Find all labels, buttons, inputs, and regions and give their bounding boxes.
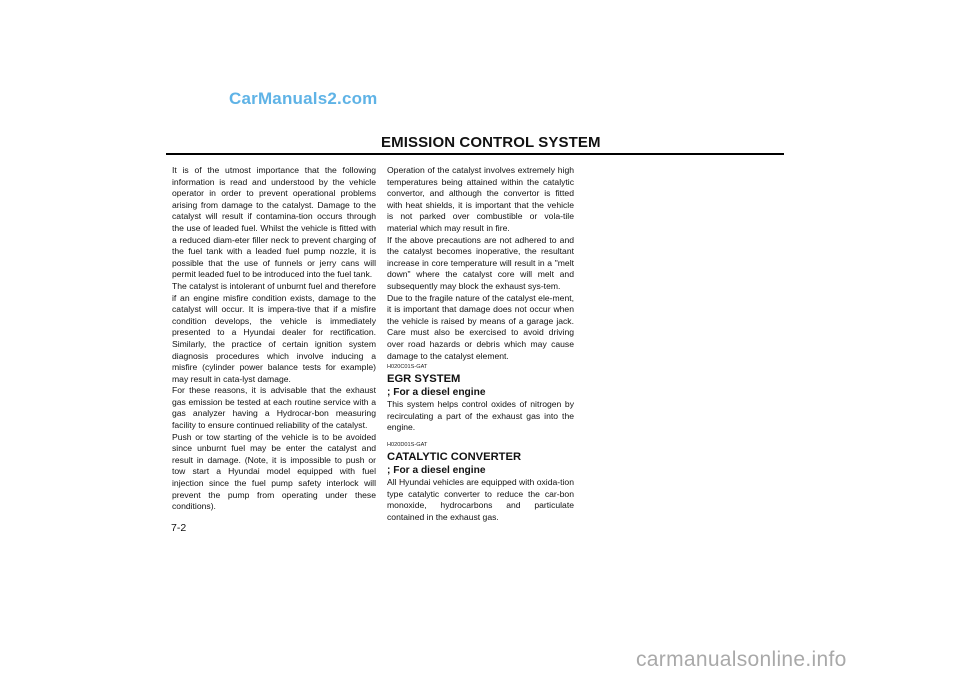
watermark-carmanuals2: CarManuals2.com bbox=[229, 89, 378, 108]
title-divider bbox=[166, 153, 784, 155]
section-subtitle: ; For a diesel engine bbox=[387, 465, 486, 476]
paragraph: If the above precautions are not adhered to and the catalyst becomes inoperative, the resultant increase in core temperature will result in a "melt down" where the catalyst core will melt and subsequently may block the exhaust sys-tem. bbox=[387, 234, 574, 291]
paragraph: Push or tow starting of the vehicle is to be avoided since unburnt fuel may be enter the catalyst and result in damage. (Note, it is impossible to push or tow start a Hyundai model equipped with fuel injection since the fuel pump safety interlock will prevent the pump from operating under these conditions). bbox=[172, 431, 376, 512]
paragraph: For these reasons, it is advisable that the exhaust gas emission be tested at each routine service with a gas analyzer having a Hydrocar-bon measuring facility to ensure continued reliability of the catalyst. bbox=[172, 385, 376, 431]
section-subtitle: ; For a diesel engine bbox=[387, 387, 486, 398]
paragraph: Operation of the catalyst involves extremely high temperatures being attained within the catalytic convertor, and although the convertor is fitted with heat shields, it is important that the vehicle is not parked over combustible or vola-tile material which may result in fire. bbox=[387, 165, 574, 233]
section-body: All Hyundai vehicles are equipped with oxida-tion type catalytic converter to reduce the car-bon monoxide, hydrocarbons and particulate contained in the exhaust gas. bbox=[387, 477, 574, 522]
section-title: CATALYTIC CONVERTER bbox=[387, 451, 522, 463]
section-code: H020D01S-GAT bbox=[387, 442, 428, 448]
paragraph: The catalyst is intolerant of unburnt fuel and therefore if an engine misfire condition exists, damage to the catalyst will occur. It is impera-tive that if a misfire condition develops, the vehicle is immediately presented to a Hyundai dealer for rectification. Similarly, the practice of certain ignition system diagnosis procedures which involve inducing a misfire (cylinder power balance tests for example) may result in cata-lyst damage. bbox=[172, 280, 376, 384]
left-column bbox=[172, 165, 376, 513]
right-column bbox=[387, 165, 574, 362]
watermark-carmanualsonline: carmanualsonline.info bbox=[636, 648, 847, 671]
catalytic-converter-section bbox=[387, 441, 574, 523]
paragraph: Due to the fragile nature of the catalyst ele-ment, it is important that damage does not occur when the vehicle is raised by means of a garage jack. Care must also be exercised to avoid driving over road hazards or debris which may cause damage to the catalyst element. bbox=[387, 292, 574, 361]
section-body: This system helps control oxides of nitrogen by recirculating a part of the exhaust gas into the engine. bbox=[387, 399, 574, 433]
section-code: H020C01S-GAT bbox=[387, 364, 428, 370]
egr-section bbox=[387, 363, 574, 434]
page-number: 7-2 bbox=[171, 522, 187, 534]
page-title: EMISSION CONTROL SYSTEM bbox=[381, 134, 601, 151]
section-title: EGR SYSTEM bbox=[387, 373, 461, 385]
paragraph: It is of the utmost importance that the following information is read and understood by the vehicle operator in order to prevent operational problems arising from damage to the catalyst. Damage to the catalyst will result if contamina-tion occurs through the use of leaded fuel. Whilst the vehicle is fitted with a reduced diam-eter filler neck to prevent charging of the fuel tank with a leaded fuel pump nozzle, it is possible that the use of funnels or jerry cans will permit leaded fuel to be introduced into the fuel tank. bbox=[172, 165, 376, 280]
